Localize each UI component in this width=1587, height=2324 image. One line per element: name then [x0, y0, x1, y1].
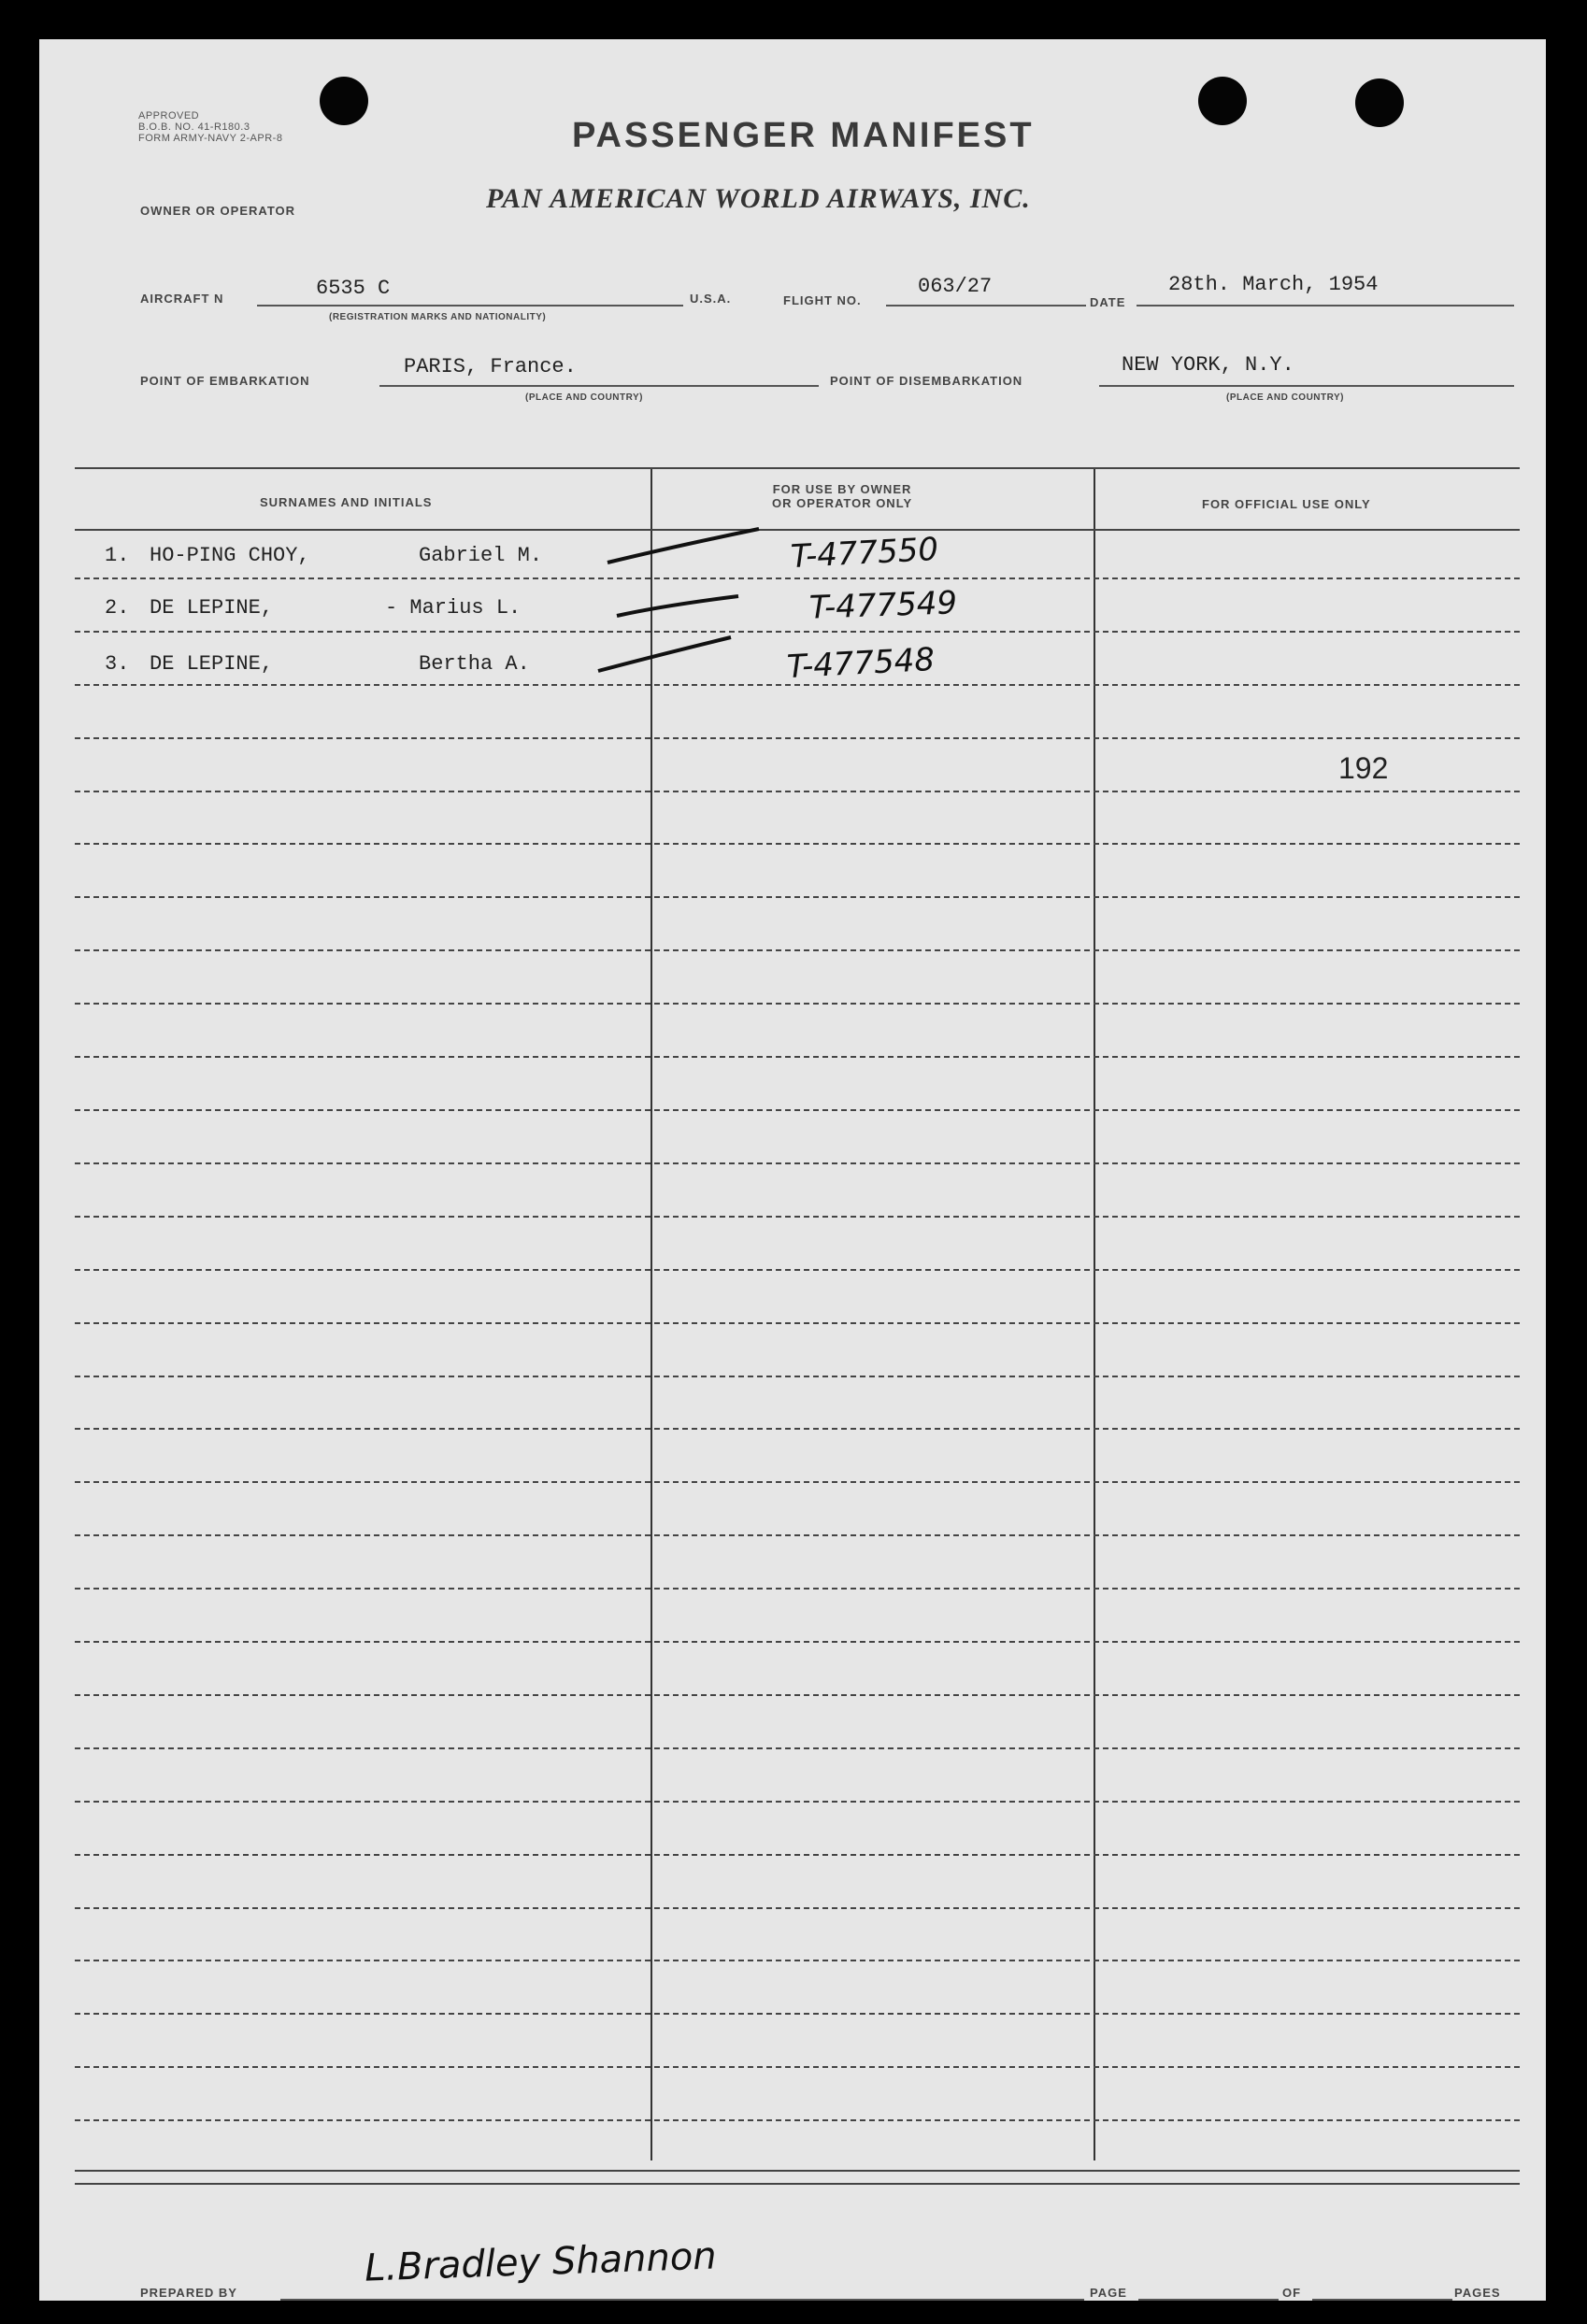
- registration-note: (REGISTRATION MARKS AND NATIONALITY): [329, 312, 547, 322]
- passenger-number: 1.: [105, 544, 130, 567]
- date-label: DATE: [1090, 295, 1126, 309]
- column-header-surnames: SURNAMES AND INITIALS: [260, 495, 433, 509]
- place-country-note: (PLACE AND COUNTRY): [1226, 392, 1344, 403]
- column-header-owner-line: FOR USE BY OWNER: [772, 482, 912, 496]
- preparer-signature: L.Bradley Shannon: [364, 2234, 718, 2290]
- of-label: OF: [1282, 2286, 1302, 2300]
- disembarkation-label: POINT OF DISEMBARKATION: [830, 374, 1023, 388]
- pen-stroke: [617, 596, 738, 616]
- disembarkation-value: NEW YORK, N.Y.: [1122, 353, 1294, 377]
- passenger-number: 3.: [105, 652, 130, 676]
- ticket-number: T-477549: [808, 584, 958, 627]
- stamp-line: B.O.B. NO. 41-R180.3: [138, 121, 250, 133]
- prepared-by-label: PREPARED BY: [140, 2286, 237, 2300]
- page-label: PAGE: [1090, 2286, 1127, 2300]
- ticket-number: T-477550: [790, 530, 939, 577]
- stamp-line: FORM ARMY-NAVY 2-APR-8: [138, 133, 283, 144]
- flight-label: FLIGHT NO.: [783, 293, 862, 307]
- column-header-official: FOR OFFICIAL USE ONLY: [1202, 497, 1371, 511]
- page-title: PASSENGER MANIFEST: [572, 116, 1035, 155]
- embarkation-label: POINT OF EMBARKATION: [140, 374, 310, 388]
- pen-stroke: [598, 637, 731, 671]
- aircraft-value: 6535 C: [316, 277, 391, 300]
- passenger-given-name: Bertha A.: [419, 652, 530, 676]
- passenger-number: 2.: [105, 596, 130, 620]
- pen-stroke: [608, 529, 759, 563]
- embarkation-value: PARIS, France.: [404, 355, 577, 378]
- passenger-surname: HO-PING CHOY,: [150, 544, 310, 567]
- aircraft-label: AIRCRAFT N: [140, 292, 224, 306]
- passenger-surname: DE LEPINE,: [150, 652, 274, 676]
- flight-value: 063/27: [918, 275, 993, 298]
- place-country-note: (PLACE AND COUNTRY): [525, 392, 643, 403]
- operator-name: PAN AMERICAN WORLD AIRWAYS, INC.: [486, 183, 1031, 214]
- passenger-given-name: Gabriel M.: [419, 544, 543, 567]
- date-value: 28th. March, 1954: [1168, 273, 1379, 296]
- column-header-owner-line: OR OPERATOR ONLY: [772, 496, 913, 510]
- of-underline: [1312, 2299, 1452, 2301]
- stamp-line: APPROVED: [138, 110, 200, 121]
- page-underline: [1138, 2299, 1279, 2301]
- passenger-given-name: - Marius L.: [385, 596, 522, 620]
- owner-label: OWNER OR OPERATOR: [140, 204, 296, 218]
- prepared-by-underline: [280, 2299, 1084, 2301]
- ticket-number: T-477548: [786, 640, 936, 687]
- pages-label: PAGES: [1454, 2286, 1501, 2300]
- official-number: 192: [1338, 751, 1389, 785]
- passenger-surname: DE LEPINE,: [150, 596, 274, 620]
- usa-label: U.S.A.: [690, 292, 732, 306]
